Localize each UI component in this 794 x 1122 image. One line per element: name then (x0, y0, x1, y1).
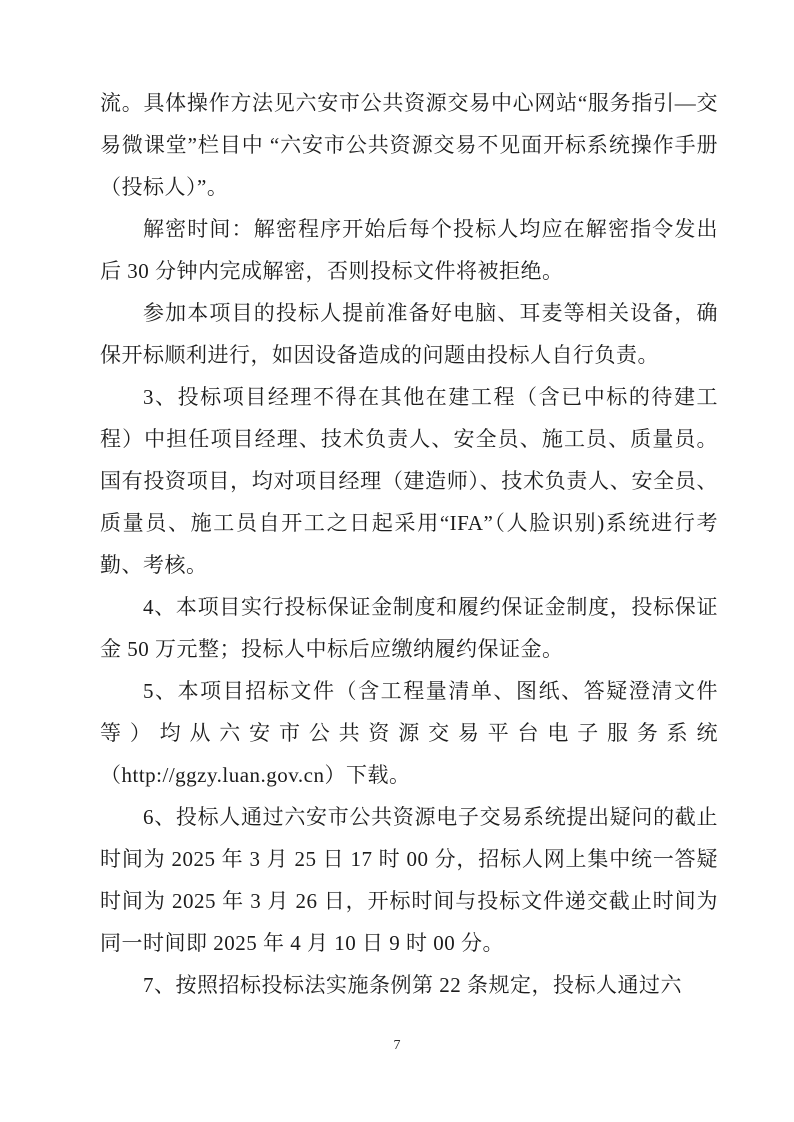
paragraph-2: 解密时间：解密程序开始后每个投标人均应在解密指令发出后 30 分钟内完成解密，否则投标文件将被拒绝。 (100, 217, 718, 283)
paragraph-3: 参加本项目的投标人提前准备好电脑、耳麦等相关设备，确保开标顺利进行，如因设备造成的问题由投标人自行负责。 (100, 301, 718, 367)
paragraph-8: 7、按照招标投标法实施条例第 22 条规定，投标人通过六 (143, 973, 682, 997)
paragraph-6: 5、本项目招标文件（含工程量清单、图纸、答疑澄清文件等）均从六安市公共资源交易平台电子服务系统（http://ggzy.luan.gov.cn）下载。 (100, 679, 718, 787)
paragraph-7: 6、投标人通过六安市公共资源电子交易系统提出疑问的截止时间为 2025 年 3 月 25 日 17 时 00 分，招标人网上集中统一答疑时间为 2025 年 3 月 26 日，开标时间与投标文件递交截止时间为同一时间即 2025 年 4 月 10 日 9 时 00 分。 (100, 805, 718, 955)
paragraph-1: 流。具体操作方法见六安市公共资源交易中心网站“服务指引—交易微课堂”栏目中 “六安市公共资源交易不见面开标系统操作手册（投标人）”。 (100, 91, 718, 199)
document-body (100, 82, 718, 1006)
page-number: 7 (393, 1038, 401, 1053)
page-footer (0, 1036, 794, 1056)
paragraph-5: 4、本项目实行投标保证金制度和履约保证金制度，投标保证金 50 万元整；投标人中标后应缴纳履约保证金。 (100, 595, 718, 661)
paragraph-4: 3、投标项目经理不得在其他在建工程（含已中标的待建工程）中担任项目经理、技术负责人、安全员、施工员、质量员。国有投资项目，均对项目经理（建造师）、技术负责人、安全员、质量员、施工员自开工之日起采用“IFA”（人脸识别)系统进行考勤、考核。 (100, 385, 718, 577)
